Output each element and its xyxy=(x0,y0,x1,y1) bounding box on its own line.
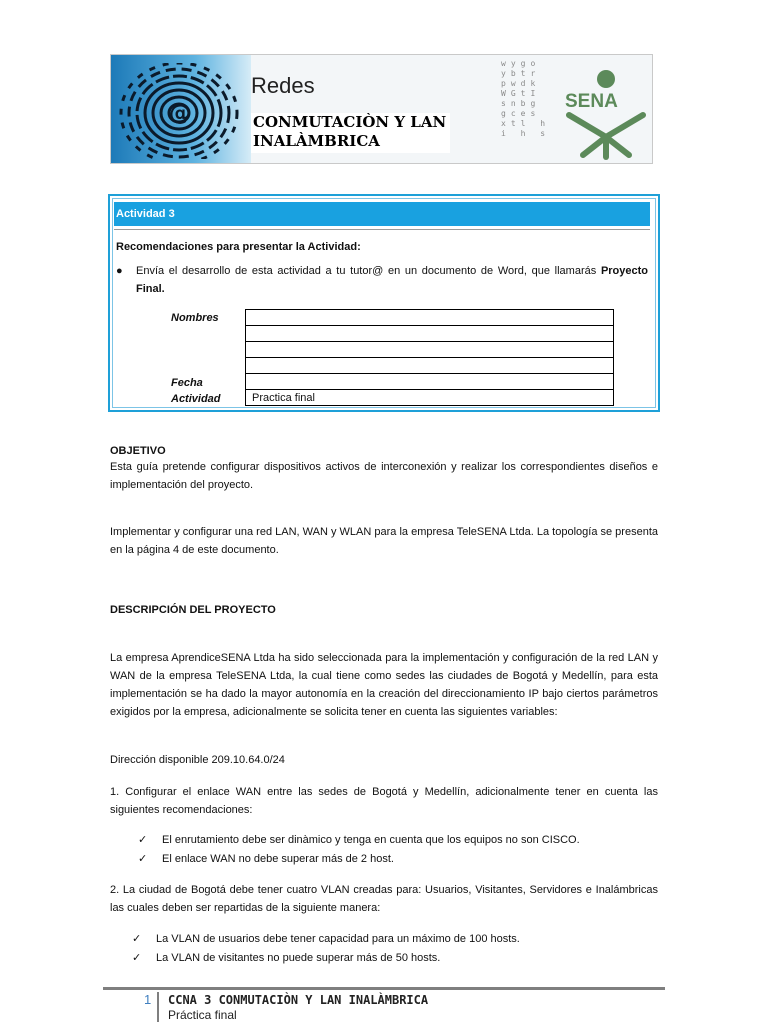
nombre-field-4[interactable] xyxy=(246,358,614,374)
student-form-table xyxy=(245,309,614,406)
page-number: 1 xyxy=(144,992,152,1007)
header-banner xyxy=(110,54,653,164)
activity-header: Actividad 3 xyxy=(114,202,650,226)
footer-title: CCNA 3 CONMUTACIÒN Y LAN INALÀMBRICA xyxy=(168,993,429,1007)
label-fecha: Fecha xyxy=(171,377,203,389)
svg-text:@: @ xyxy=(169,101,191,126)
checkmark-icon: ✓ xyxy=(138,834,148,846)
banner-subtitle xyxy=(251,113,450,153)
footer-divider xyxy=(103,987,665,990)
check-item-text: La VLAN de usuarios debe tener capacidad para un máximo de 100 hosts. xyxy=(156,933,520,945)
bullet-bold-text: Proyecto Final. xyxy=(136,265,649,295)
banner-decorative-letters: wygo ybtr pwdk WGtI snbg gces xtl h i h s xyxy=(501,59,551,138)
label-actividad: Actividad xyxy=(171,393,221,405)
sena-logo-text: SENA xyxy=(565,91,618,112)
requirement-2: 2. La ciudad de Bogotá debe tener cuatro VLAN creadas para: Usuarios, Visitantes, Servidores e Inalámbricas las cuales deben ser repartidas de la siguiente manera: xyxy=(110,884,658,914)
check-item xyxy=(132,949,658,968)
fecha-field[interactable] xyxy=(246,374,614,390)
fingerprint-icon xyxy=(117,63,247,159)
nombre-field-1[interactable] xyxy=(246,310,614,326)
check-item xyxy=(138,831,658,850)
objetivo-paragraph-1: Esta guía pretende configurar dispositivos activos de interconexión y realizar los correspondientes diseños e implementación del proyecto. xyxy=(110,461,658,491)
check-item xyxy=(138,850,658,869)
footer-vertical-bar xyxy=(157,992,159,1022)
check-item-text: La VLAN de visitantes no puede superar más de 50 hosts. xyxy=(156,952,441,964)
checkmark-icon: ✓ xyxy=(132,952,142,964)
actividad-field[interactable]: Practica final xyxy=(246,390,614,406)
requirement-1-checklist xyxy=(138,831,658,869)
bullet-text-block xyxy=(136,262,648,298)
activity-header-divider xyxy=(114,229,650,230)
descripcion-heading: DESCRIPCIÓN DEL PROYECTO xyxy=(110,604,276,616)
nombre-field-2[interactable] xyxy=(246,326,614,342)
check-item-text: El enrutamiento debe ser dinàmico y tenga en cuenta que los equipos no son CISCO. xyxy=(162,834,580,846)
nombre-field-3[interactable] xyxy=(246,342,614,358)
descripcion-paragraph: La empresa AprendiceSENA Ltda ha sido seleccionada para la implementación y configuración de la red LAN y WAN de la empresa TeleSENA Ltda, la cual tiene como sedes las ciudades de Bogotá y Medellín, para esta implementación se ha dado la mayor autonomía en la creación del direccionamiento IP bajo ciertos parámetros exigidos por la empresa, adicionalmente se solicita tener en cuenta las siguientes variables: xyxy=(110,652,658,718)
direccion-disponible: Dirección disponible 209.10.64.0/24 xyxy=(110,754,285,766)
bullet-text: Envía el desarrollo de esta actividad a tu tutor@ en un documento de Word, que llamarás xyxy=(136,265,597,277)
banner-subtitle-line1: CONMUTACIÒN Y LAN xyxy=(253,113,447,131)
objetivo-paragraph-2: Implementar y configurar una red LAN, WAN y WLAN para la empresa TeleSENA Ltda. La topología se presenta en la página 4 de este documento. xyxy=(110,526,658,556)
sena-logo xyxy=(561,65,651,161)
activity-box xyxy=(108,194,660,412)
checkmark-icon: ✓ xyxy=(138,853,148,865)
checkmark-icon: ✓ xyxy=(132,933,142,945)
recommendation-bullet xyxy=(116,262,648,298)
recommendations-title: Recomendaciones para presentar la Actividad: xyxy=(116,241,361,253)
objetivo-heading: OBJETIVO xyxy=(110,445,166,457)
requirement-2-checklist xyxy=(132,930,658,968)
bullet-dot: ● xyxy=(116,265,123,277)
requirement-1: 1. Configurar el enlace WAN entre las sedes de Bogotá y Medellín, adicionalmente tener en cuenta las siguientes recomendaciones: xyxy=(110,786,658,816)
check-item xyxy=(132,930,658,949)
footer-subtitle: Práctica final xyxy=(168,1008,237,1022)
banner-title: Redes xyxy=(251,73,315,98)
banner-subtitle-line2: INALÀMBRICA xyxy=(253,132,380,150)
label-nombres: Nombres xyxy=(171,312,219,324)
check-item-text: El enlace WAN no debe superar más de 2 host. xyxy=(162,853,394,865)
